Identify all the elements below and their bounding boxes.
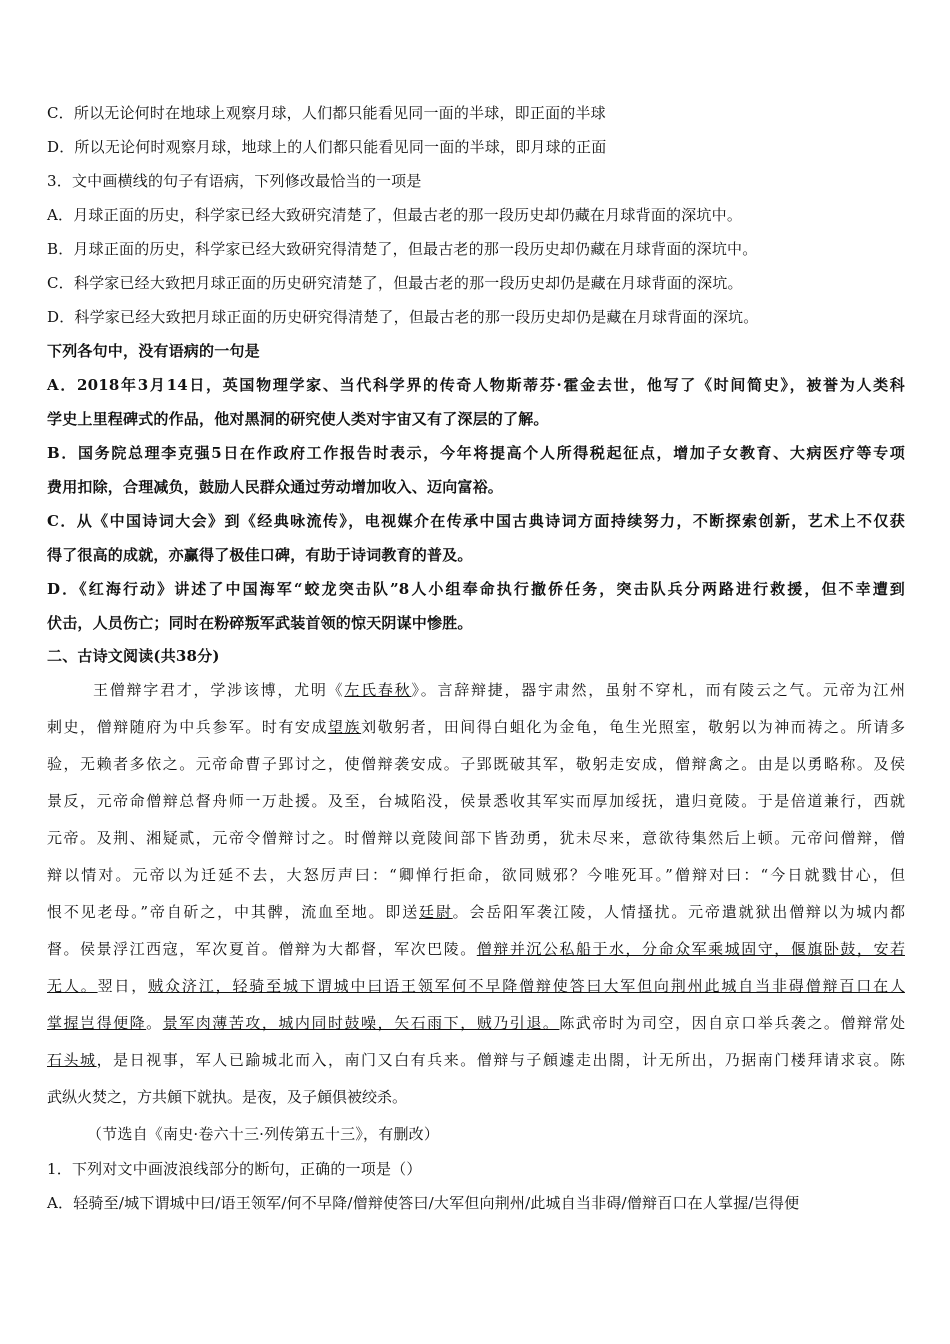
- q3-option-c: C．科学家已经大致把月球正面的历史研究清楚了，但最古老的那一段历史却仍是藏在月球背面的深坑。: [47, 274, 743, 292]
- passage-line: [47, 894, 905, 931]
- underlined-term: 石头城: [47, 1051, 97, 1069]
- passage-text: 。: [146, 1014, 163, 1032]
- passage-source: （节选自《南史·卷六十三·列传第五十三》，有删改）: [87, 1125, 440, 1143]
- classical-passage: [47, 672, 905, 1116]
- q4-stem: 下列各句中，没有语病的一句是: [47, 342, 260, 360]
- q2-option-c: C．所以无论何时在地球上观察月球，人们都只能看见同一面的半球，即正面的半球: [47, 104, 606, 122]
- passage-line: 辩以情对。元帝以为迁延不去，大怒厉声曰：“卿惮行拒命，欲同贼邪？今唯死耳。”僧辩对曰：“今日就戮甘心，但: [47, 866, 905, 884]
- q2-option-d: D．所以无论何时观察月球，地球上的人们都只能看见同一面的半球，即月球的正面: [47, 138, 607, 156]
- underlined-sentence: 景军肉薄苦攻，城内同时鼓噪，矢石雨下，贼乃引退。: [162, 1014, 560, 1032]
- passage-text: 翌日，: [97, 977, 149, 995]
- q4-option-d-line2: 伏击，人员伤亡；同时在粉碎叛军武装首领的惊天阴谋中惨胜。: [47, 614, 473, 632]
- section-heading: 二、古诗文阅读(共38分): [47, 647, 220, 665]
- passage-line: [47, 1005, 905, 1042]
- passage-line: 景反，元帝命僧辩总督舟师一万赴援。及至，台城陷没，侯景悉收其军实而厚加绥抚，遣归竟陵。于是倍道兼行，西就: [47, 792, 905, 810]
- passage-text: 陈武帝时为司空，因自京口举兵袭之。僧辩常处: [559, 1014, 905, 1032]
- q3-stem: 3．文中画横线的句子有语病，下列修改最恰当的一项是: [47, 172, 422, 190]
- passage-line: [47, 931, 905, 968]
- q4-option-b-line2: 费用扣除，合理减负，鼓励人民群众通过劳动增加收入、迈向富裕。: [47, 478, 504, 496]
- underlined-sentence: 僧辩并沉公私船于水，分命众军乘城固守，偃旗卧鼓，安若: [476, 940, 905, 958]
- q1-stem: 1．下列对文中画波浪线部分的断句，正确的一项是（）: [47, 1160, 422, 1178]
- q4-option-c-line2: 得了很高的成就，亦赢得了极佳口碑，有助于诗词教育的普及。: [47, 546, 473, 564]
- q4-option-a-line1: A．2018年3月14日，英国物理学家、当代科学界的传奇人物斯蒂芬·霍金去世，他写了《时间简史》，被誉为人类科: [47, 376, 905, 394]
- passage-line: [47, 1042, 905, 1079]
- q3-option-b: B．月球正面的历史，科学家已经大致研究得清楚了，但最古老的那一段历史却仍藏在月球背面的深坑中。: [47, 240, 758, 258]
- passage-text: 》。言辞辩捷，器宇肃然，虽射不穿札，而有陵云之气。元帝为江州: [411, 681, 905, 699]
- q4-option-a-line2: 学史上里程碑式的作品，他对黑洞的研究使人类对宇宙又有了深层的了解。: [47, 410, 549, 428]
- q4-option-b-line1: B．国务院总理李克强5日在作政府工作报告时表示，今年将提高个人所得税起征点，增加子女教育、大病医疗等专项: [47, 444, 905, 462]
- underlined-book-title: 左氏春秋: [344, 681, 412, 699]
- passage-text: 王僧辩字君才，学涉该博，尤明《: [93, 681, 345, 699]
- passage-line: 武纵火焚之，方共頠下就执。是夜，及子頠俱被绞杀。: [47, 1088, 408, 1106]
- q1-option-a: A．轻骑至/城下谓城中曰/语王领军/何不早降/僧辩使答曰/大军但向荆州/此城自当非碍/僧辩百口在人掌握/岂得便: [47, 1194, 800, 1212]
- passage-line: 验，无赖者多依之。元帝命曹子郢讨之，使僧辩袭安成。子郢既破其军，敬躬走安成，僧辩禽之。由是以勇略称。及侯: [47, 755, 905, 773]
- passage-text: 。会岳阳军袭江陵，人情搔扰。元帝遣就狱出僧辩以为城内都: [452, 903, 905, 921]
- passage-text: 恨不见老母。”帝自斫之，中其髀，流血至地。即送: [47, 903, 420, 921]
- passage-text: 督。侯景浮江西寇，军次夏首。僧辩为大都督，军次巴陵。: [47, 940, 477, 958]
- q3-option-d: D．科学家已经大致把月球正面的历史研究得清楚了，但最古老的那一段历史却仍是藏在月球背面的深坑。: [47, 308, 759, 326]
- underlined-term: 廷尉: [419, 903, 453, 921]
- underlined-term: 望族: [328, 718, 362, 736]
- q3-option-a: A．月球正面的历史，科学家已经大致研究清楚了，但最古老的那一段历史却仍藏在月球背面的深坑中。: [47, 206, 743, 224]
- wavy-underlined-text: 掌握岂得便降: [47, 1014, 147, 1032]
- passage-line: [47, 709, 905, 746]
- passage-text: 刘敬躬者，田间得白蛆化为金龟，龟生光照室，敬躬以为神而祷之。所请多: [361, 718, 905, 736]
- passage-text: ，是日视事，军人已踰城北而入，南门又白有兵来。僧辩与子頠遽走出閤，计无所出，乃据南门楼拜请求哀。陈: [96, 1051, 905, 1069]
- q4-option-c-line1: C．从《中国诗词大会》到《经典咏流传》，电视媒介在传承中国古典诗词方面持续努力，不断探索创新，艺术上不仅获: [47, 512, 905, 530]
- passage-line: 元帝。及荆、湘疑贰，元帝令僧辩讨之。时僧辩以竟陵间部下皆劲勇，犹未尽来，意欲待集然后上顿。元帝问僧辩，僧: [47, 829, 905, 847]
- q4-option-d-line1: D．《红海行动》讲述了中国海军“蛟龙突击队”8人小组奉命执行撤侨任务，突击队兵分两路进行救援，但不幸遭到: [47, 580, 905, 598]
- passage-line: [47, 968, 905, 1005]
- passage-text: 刺史，僧辩随府为中兵参军。时有安成: [47, 718, 328, 736]
- exam-page: [47, 96, 905, 1220]
- wavy-underlined-text: 贼众济江，轻骑至城下谓城中曰语王领军何不早降僧辩使答曰大军但向荆州此城自当非碍僧辩百口在人: [148, 977, 905, 995]
- passage-line: [47, 672, 905, 709]
- underlined-sentence: 无人。: [47, 977, 98, 995]
